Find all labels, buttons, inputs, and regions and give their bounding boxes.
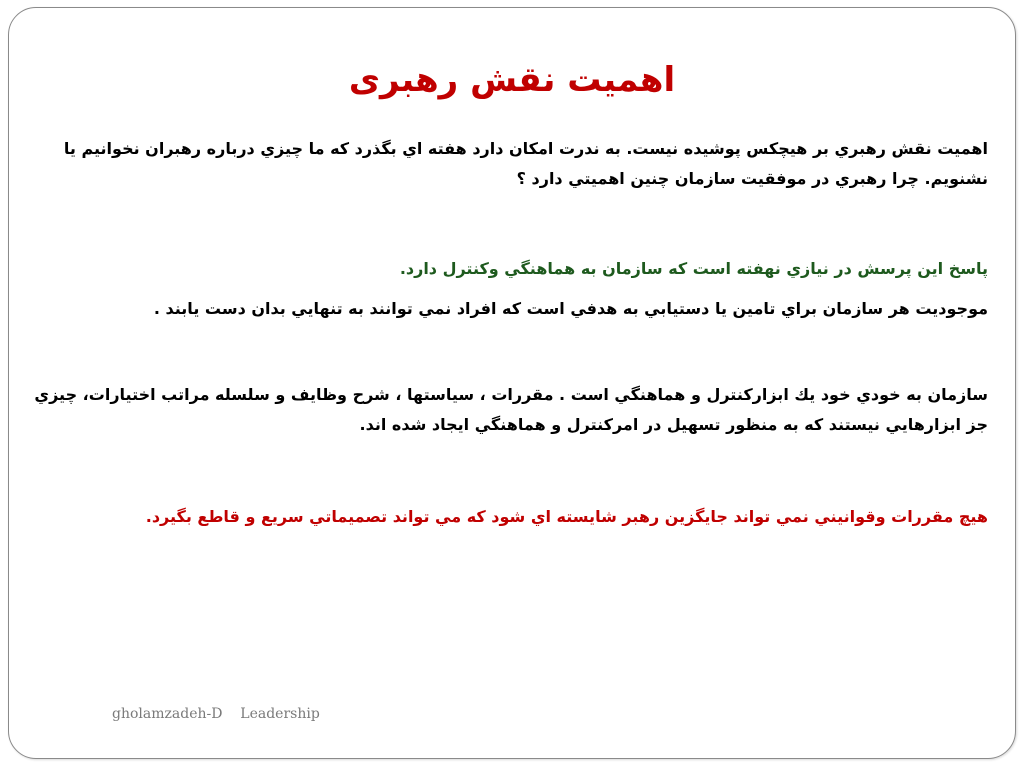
paragraph-conclusion: هيچ مقررات وقوانيني نمي تواند جايگزين رهبر شايسته اي شود كه مي تواند تصميماتي سريع و قاطع بگيرد. [145, 507, 988, 526]
footer-topic: Leadership [240, 706, 320, 722]
paragraph-importance: اهميت نقش رهبري بر هيچكس پوشيده نيست. به ندرت امكان دارد هفته اي بگذرد كه ما چيزي درباره رهبران نخوانيم يا نشنويم. چرا رهبري در موفقيت سازمان چنين اهميتي دارد ؟ [63, 139, 988, 188]
footer-author: gholamzadeh-D [112, 706, 223, 722]
slide-footer [112, 706, 320, 722]
paragraph-organization-purpose: موجوديت هر سازمان براي تامين يا دستيابي به هدفي است كه افراد نمي توانند به تنهايي بدان دست يابند . [153, 299, 988, 318]
paragraph-control-tools: سازمان به خودي خود يك ابزاركنترل و هماهنگي است . مقررات ، سياستها ، شرح وظايف و سلسله مراتب اختيارات، چيزي جز ابزارهايي نيستند كه به منظور تسهيل در امركنترل و هماهنگي ايجاد شده اند. [34, 385, 988, 434]
paragraph-answer: پاسخ اين پرسش در نيازي نهفته است كه سازمان به هماهنگي وكنترل دارد. [399, 259, 988, 278]
slide-title: اهمیت نقش رهبری [348, 60, 676, 100]
